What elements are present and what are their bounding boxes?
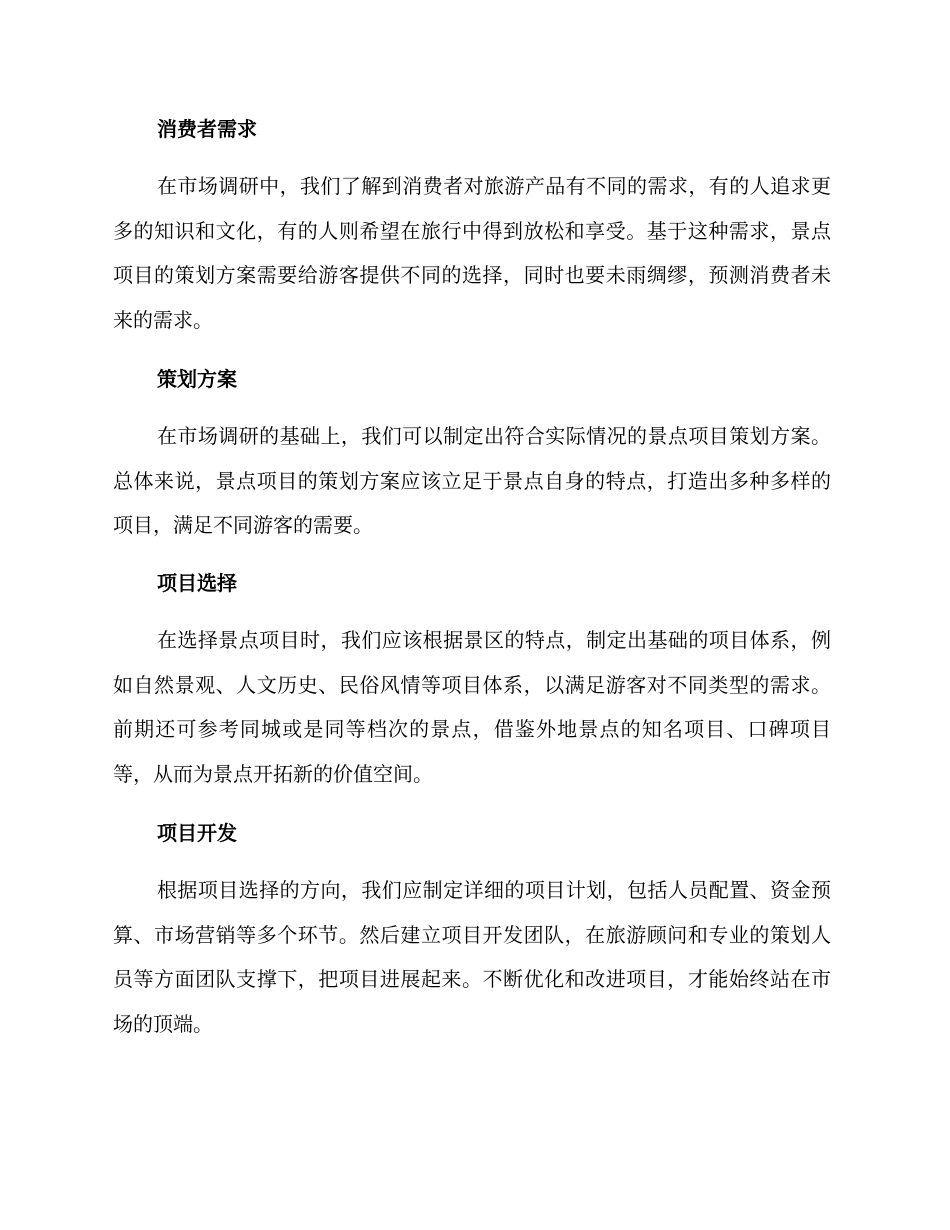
section-heading-project-selection: 项目选择 [157, 571, 237, 595]
section-heading-consumer-demand: 消费者需求 [157, 117, 257, 141]
section-heading-project-development: 项目开发 [157, 821, 237, 845]
section-body-planning-scheme: 在市场调研的基础上，我们可以制定出符合实际情况的景点项目策划方案。总体来说，景点项目的策划方案应该立足于景点自身的特点，打造出多种多样的项目，满足不同游客的需要。 [113, 424, 831, 537]
section-heading-planning-scheme: 策划方案 [157, 367, 237, 391]
section-body-consumer-demand: 在市场调研中，我们了解到消费者对旅游产品有不同的需求，有的人追求更多的知识和文化，有的人则希望在旅行中得到放松和享受。基于这种需求，景点项目的策划方案需要给游客提供不同的选择，同时也要未雨绸缪，预测消费者未来的需求。 [113, 174, 831, 332]
section-body-project-selection: 在选择景点项目时，我们应该根据景区的特点，制定出基础的项目体系，例如自然景观、人文历史、民俗风情等项目体系，以满足游客对不同类型的需求。前期还可参考同城或是同等档次的景点，借鉴外地景点的知名项目、口碑项目等，从而为景点开拓新的价值空间。 [113, 628, 831, 786]
section-body-project-development: 根据项目选择的方向，我们应制定详细的项目计划，包括人员配置、资金预算、市场营销等多个环节。然后建立项目开发团队，在旅游顾问和专业的策划人员等方面团队支撑下，把项目进展起来。不断优化和改进项目，才能始终站在市场的顶端。 [113, 878, 831, 1036]
